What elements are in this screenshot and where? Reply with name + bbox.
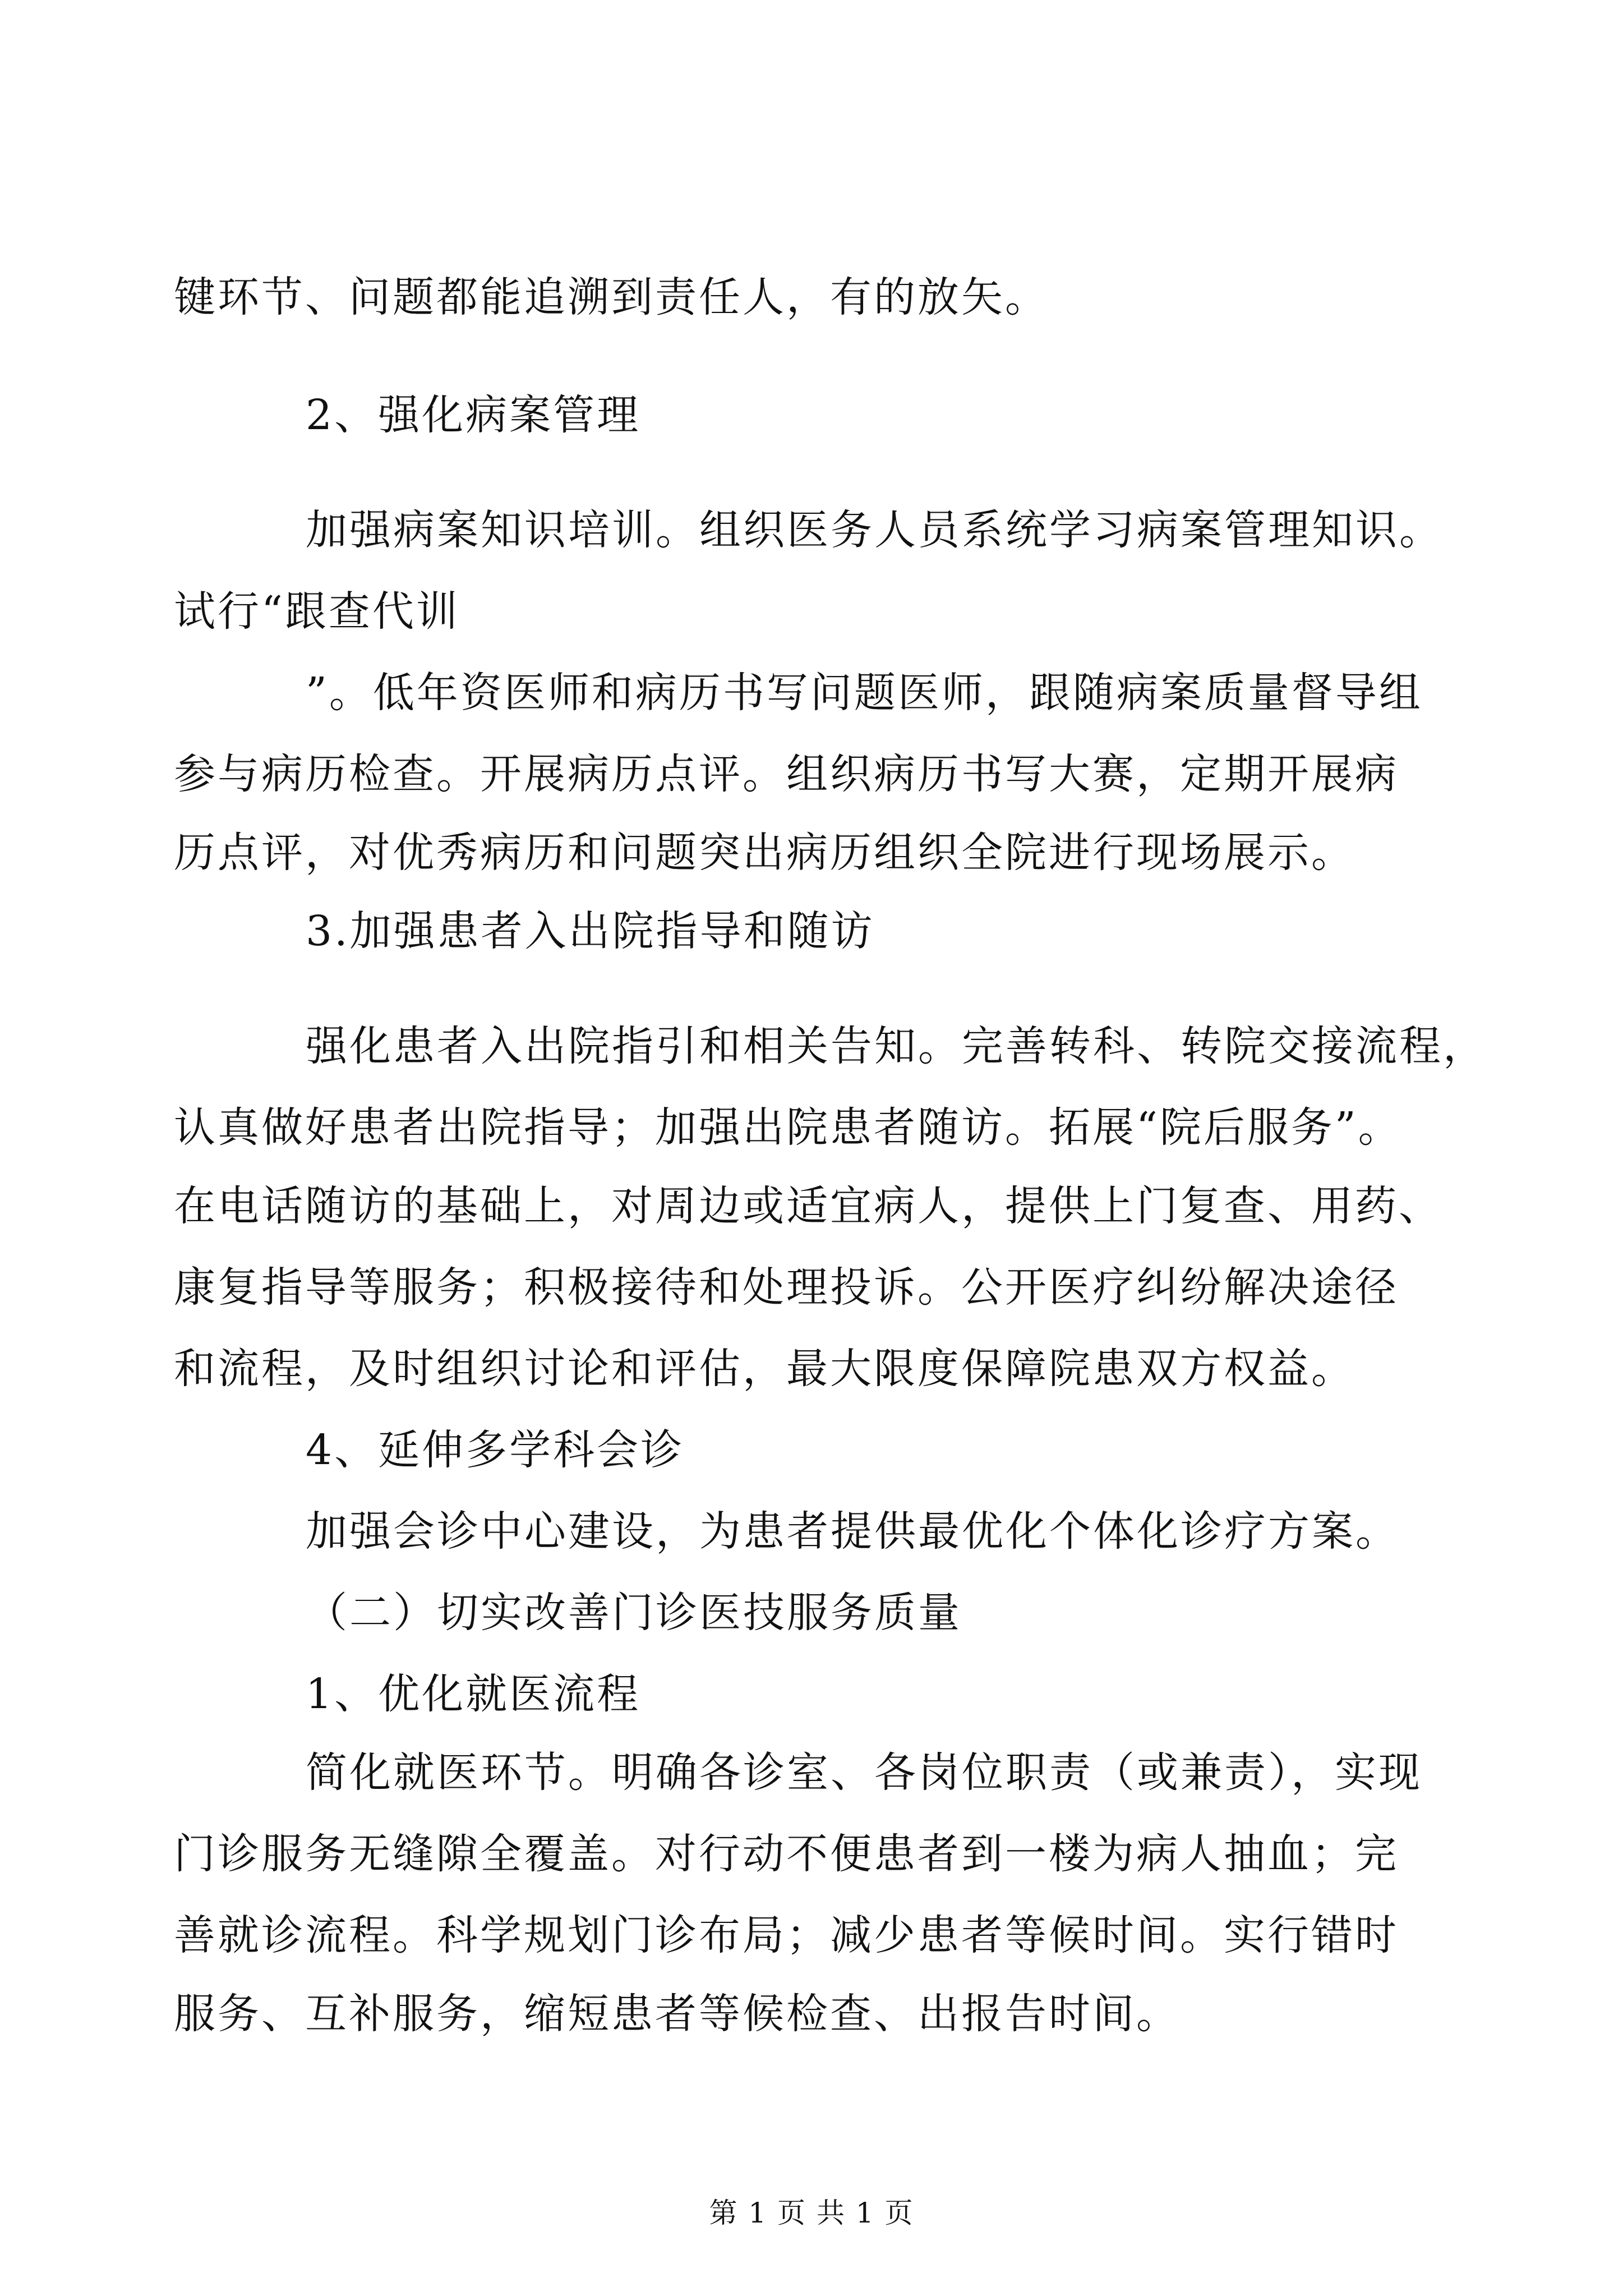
text-line: 善就诊流程。科学规划门诊布局；减少患者等候时间。实行错时 <box>174 1911 1399 1959</box>
page-footer: 第 1 页 共 1 页 <box>709 2197 914 2229</box>
text-line: 认真做好患者出院指导；加强出院患者随访。拓展“院后服务”。 <box>174 1103 1402 1152</box>
text-line: ”。低年资医师和病历书写问题医师，跟随病案质量督导组 <box>306 669 1423 717</box>
text-line: 门诊服务无缝隙全覆盖。对行动不便患者到一楼为病人抽血；完 <box>174 1830 1399 1878</box>
text-line: 强化患者入出院指引和相关告知。完善转科、转院交接流程， <box>306 1022 1487 1070</box>
text-line: 历点评，对优秀病历和问题突出病历组织全院进行现场展示。 <box>174 829 1355 877</box>
section-heading: 2、强化病案管理 <box>306 391 641 439</box>
text-line: 服务、互补服务，缩短患者等候检查、出报告时间。 <box>174 1990 1180 2038</box>
text-line: 加强会诊中心建设，为患者提供最优化个体化诊疗方案。 <box>306 1507 1399 1556</box>
text-line: 和流程，及时组织讨论和评估，最大限度保障院患双方权益。 <box>174 1345 1355 1393</box>
text-line: 简化就医环节。明确各诊室、各岗位职责（或兼责），实现 <box>306 1749 1422 1797</box>
section-heading: 3.加强患者入出院指导和随访 <box>306 907 875 955</box>
text-line: 键环节、问题都能追溯到责任人，有的放矢。 <box>174 273 1049 321</box>
text-line: 参与病历检查。开展病历点评。组织病历书写大赛，定期开展病 <box>174 750 1399 798</box>
text-line: 在电话随访的基础上，对周边或适宜病人，提供上门复查、用药、 <box>174 1182 1442 1230</box>
section-heading: （二）切实改善门诊医技服务质量 <box>306 1589 962 1637</box>
text-line: 加强病案知识培训。组织医务人员系统学习病案管理知识。 <box>306 506 1443 554</box>
section-heading: 4、延伸多学科会诊 <box>306 1426 685 1474</box>
text-line: 康复指导等服务；积极接待和处理投诉。公开医疗纠纷解决途径 <box>174 1263 1399 1312</box>
text-line: 试行“跟查代训 <box>174 587 460 636</box>
section-heading: 1、优化就医流程 <box>306 1670 641 1718</box>
